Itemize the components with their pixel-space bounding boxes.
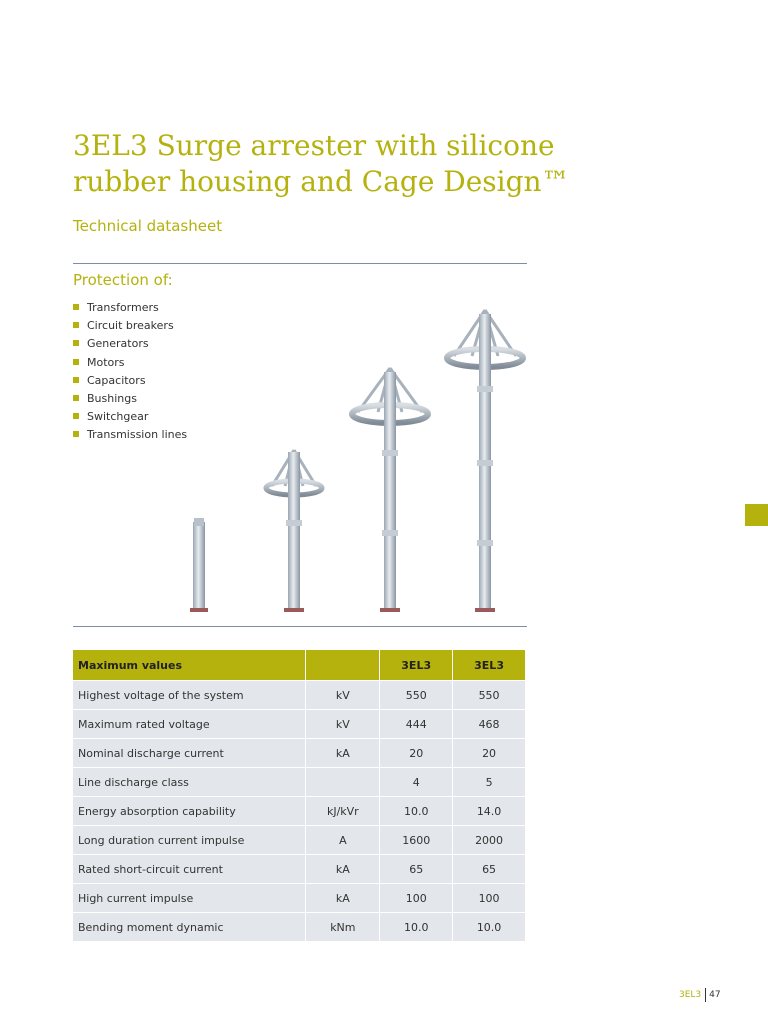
table-header-unit [306, 650, 380, 681]
list-item: Motors [73, 354, 187, 372]
row-label: Highest voltage of the system [73, 681, 306, 710]
row-value-2: 5 [453, 768, 526, 797]
row-label: Long duration current impulse [73, 826, 306, 855]
table-row [73, 768, 526, 797]
row-value-2: 550 [453, 681, 526, 710]
page-number: 47 [709, 990, 721, 1000]
row-value-1: 10.0 [380, 913, 453, 942]
list-item: Transmission lines [73, 426, 187, 444]
list-item: Circuit breakers [73, 317, 187, 335]
list-item: Generators [73, 335, 187, 353]
arrester-4 [447, 310, 523, 612]
table-row [73, 913, 526, 942]
bullet-icon [73, 377, 79, 383]
row-unit: kV [306, 681, 380, 710]
row-value-2: 2000 [453, 826, 526, 855]
row-label: Nominal discharge current [73, 739, 306, 768]
table-header-col2: 3EL3 [453, 650, 526, 681]
table-row [73, 681, 526, 710]
row-value-2: 65 [453, 855, 526, 884]
list-item: Transformers [73, 299, 187, 317]
row-label: Rated short-circuit current [73, 855, 306, 884]
list-item: Switchgear [73, 408, 187, 426]
page-footer [679, 988, 721, 1002]
bullet-icon [73, 322, 79, 328]
table-row [73, 710, 526, 739]
row-label: Maximum rated voltage [73, 710, 306, 739]
table-row [73, 855, 526, 884]
page-title: 3EL3 Surge arrester with silicone rubber housing and Cage Design™ [73, 129, 570, 198]
table-header-label: Maximum values [73, 650, 306, 681]
bullet-icon [73, 340, 79, 346]
table-header-row [73, 650, 526, 681]
row-label: Bending moment dynamic [73, 913, 306, 942]
row-value-1: 444 [380, 710, 453, 739]
row-unit: kA [306, 855, 380, 884]
footer-doc-code: 3EL3 [679, 990, 702, 1000]
table-row [73, 826, 526, 855]
row-label: Line discharge class [73, 768, 306, 797]
table-row [73, 739, 526, 768]
list-item: Bushings [73, 390, 187, 408]
list-item: Capacitors [73, 372, 187, 390]
bullet-icon [73, 431, 79, 437]
bullet-icon [73, 413, 79, 419]
row-unit: kV [306, 710, 380, 739]
row-unit: A [306, 826, 380, 855]
divider-bottom [73, 626, 527, 627]
spec-table [73, 650, 526, 942]
bullet-icon [73, 304, 79, 310]
row-value-1: 550 [380, 681, 453, 710]
row-value-1: 4 [380, 768, 453, 797]
row-unit: kNm [306, 913, 380, 942]
surge-arrester-photo [182, 290, 527, 620]
row-value-2: 100 [453, 884, 526, 913]
footer-divider [705, 988, 706, 1002]
row-value-1: 100 [380, 884, 453, 913]
row-value-1: 10.0 [380, 797, 453, 826]
row-value-1: 1600 [380, 826, 453, 855]
row-unit: kJ/kVr [306, 797, 380, 826]
row-value-1: 65 [380, 855, 453, 884]
row-value-2: 14.0 [453, 797, 526, 826]
bullet-icon [73, 395, 79, 401]
arrester-3 [352, 368, 428, 612]
row-unit: kA [306, 884, 380, 913]
table-header-col1: 3EL3 [380, 650, 453, 681]
table-row [73, 797, 526, 826]
protection-heading: Protection of: [73, 271, 173, 289]
row-value-2: 20 [453, 739, 526, 768]
row-label: Energy absorption capability [73, 797, 306, 826]
section-tab-marker [745, 504, 768, 526]
arrester-1 [190, 518, 208, 612]
row-label: High current impulse [73, 884, 306, 913]
row-unit: kA [306, 739, 380, 768]
arrester-2 [266, 450, 322, 612]
page-subtitle: Technical datasheet [73, 217, 223, 235]
bullet-icon [73, 359, 79, 365]
table-row [73, 884, 526, 913]
divider-top [73, 263, 527, 264]
protection-list [73, 299, 187, 445]
row-value-1: 20 [380, 739, 453, 768]
row-value-2: 10.0 [453, 913, 526, 942]
row-unit [306, 768, 380, 797]
row-value-2: 468 [453, 710, 526, 739]
